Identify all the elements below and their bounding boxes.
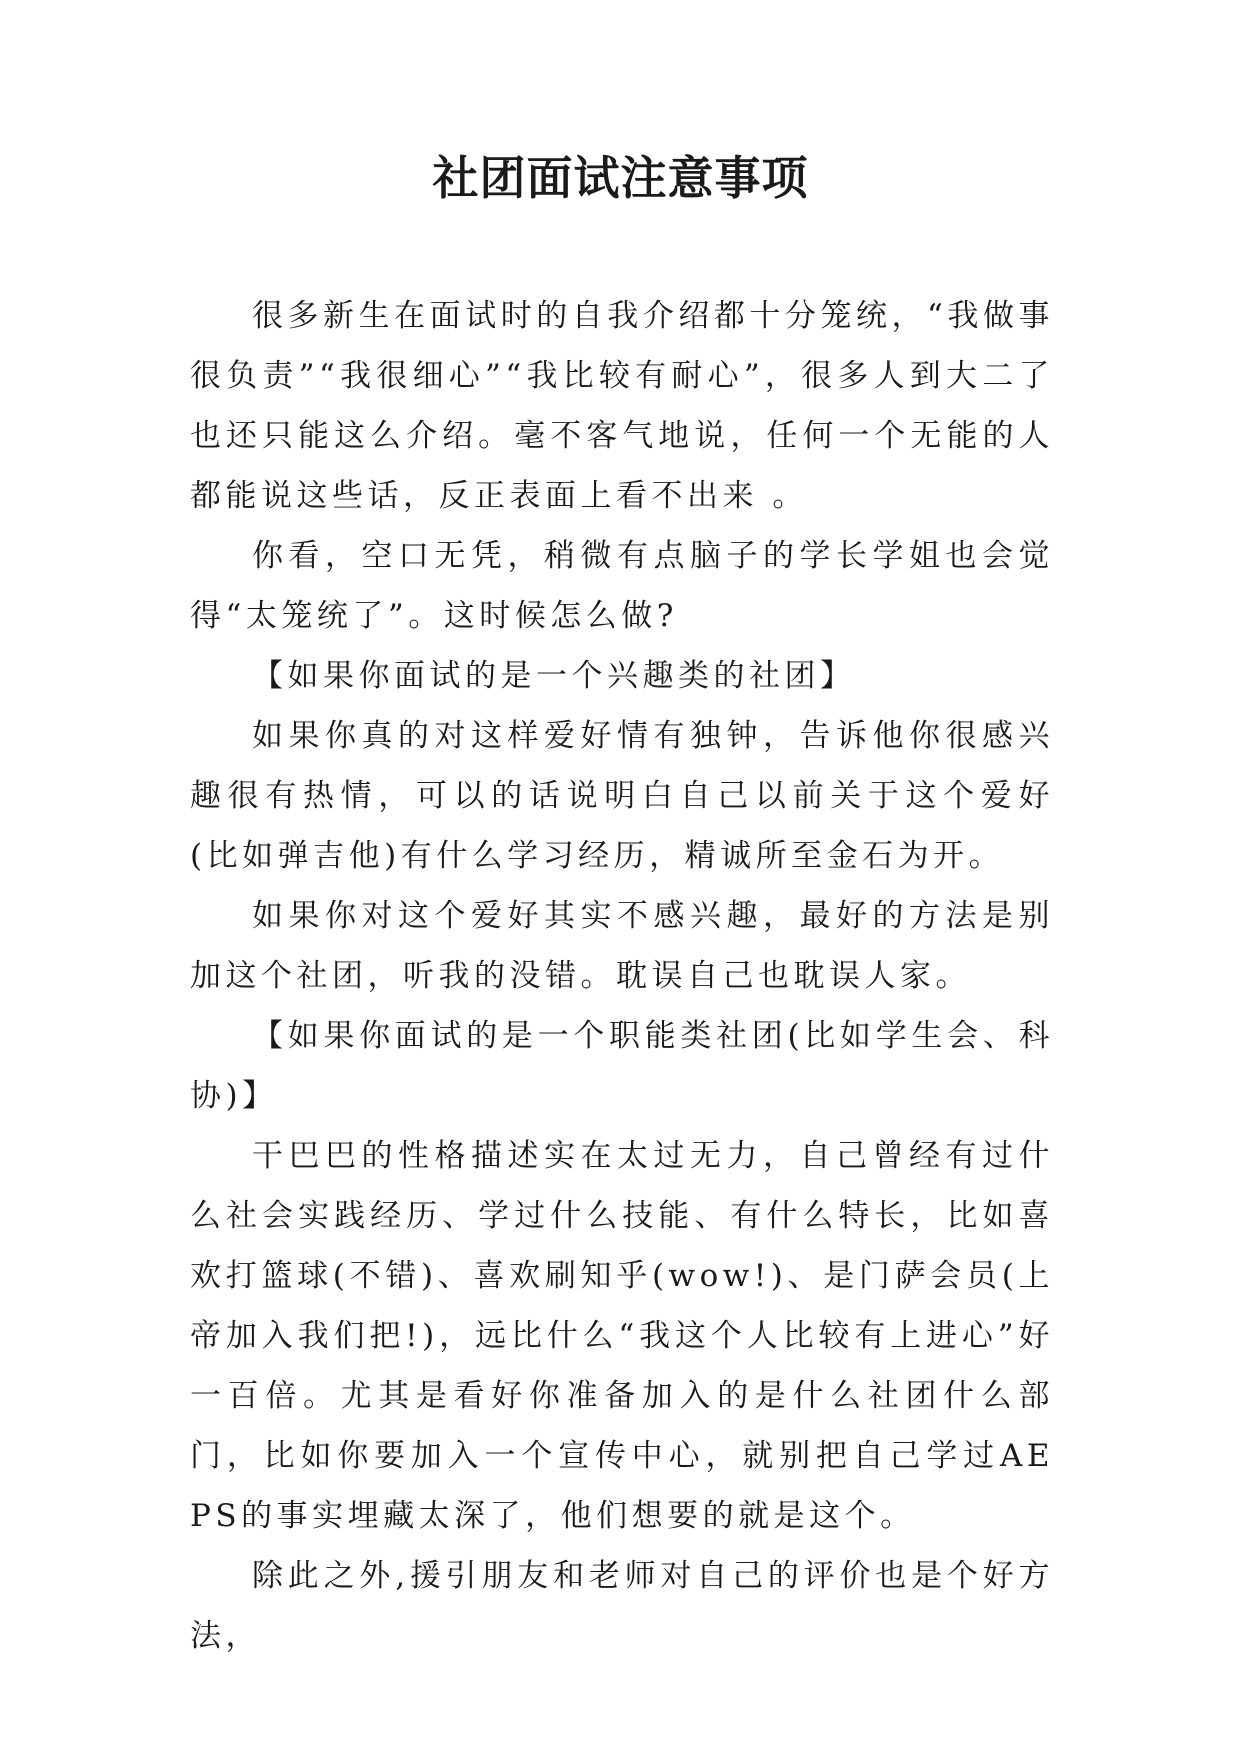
section-heading-interest-club: 【如果你面试的是一个兴趣类的社团】 xyxy=(252,658,856,694)
paragraph-interest-passion: 如果你真的对这样爱好情有独钟，告诉他你很感兴趣很有热情，可以的话说明白自己以前关于这个爱好(比如弹吉他)有什么学习经历，精诚所至金石为开。 xyxy=(190,718,1054,874)
document-body xyxy=(190,286,1054,1666)
paragraph-intro: 很多新生在面试时的自我介绍都十分笼统，“我做事很负责”“我很细心”“我比较有耐心”，很多人到大二了也还只能这么介绍。毫不客气地说，任何一个无能的人都能说这些话，反正表面上看不出来 。 xyxy=(190,298,1054,514)
section-heading-functional-club: 【如果你面试的是一个职能类社团(比如学生会、科协)】 xyxy=(190,1018,1054,1114)
document-title: 社团面试注意事项 xyxy=(432,151,809,205)
paragraph-question: 你看，空口无凭，稍微有点脑子的学长学姐也会觉得“太笼统了”。这时候怎么做? xyxy=(190,538,1054,634)
paragraph-references: 除此之外,援引朋友和老师对自己的评价也是个好方法， xyxy=(190,1558,1054,1654)
paragraph-interest-none: 如果你对这个爱好其实不感兴趣，最好的方法是别加这个社团，听我的没错。耽误自己也耽误人家。 xyxy=(190,898,1054,994)
paragraph-functional-skills: 干巴巴的性格描述实在太过无力，自己曾经有过什么社会实践经历、学过什么技能、有什么特长，比如喜欢打篮球(不错)、喜欢刷知乎(wow!)、是门萨会员(上帝加入我们把!)，远比什么“我这个人比较有上进心”好一百倍。尤其是看好你准备加入的是什么社团什么部门，比如你要加入一个宣传中心，就别把自己学过AE PS的事实埋藏太深了，他们想要的就是这个。 xyxy=(190,1138,1054,1534)
